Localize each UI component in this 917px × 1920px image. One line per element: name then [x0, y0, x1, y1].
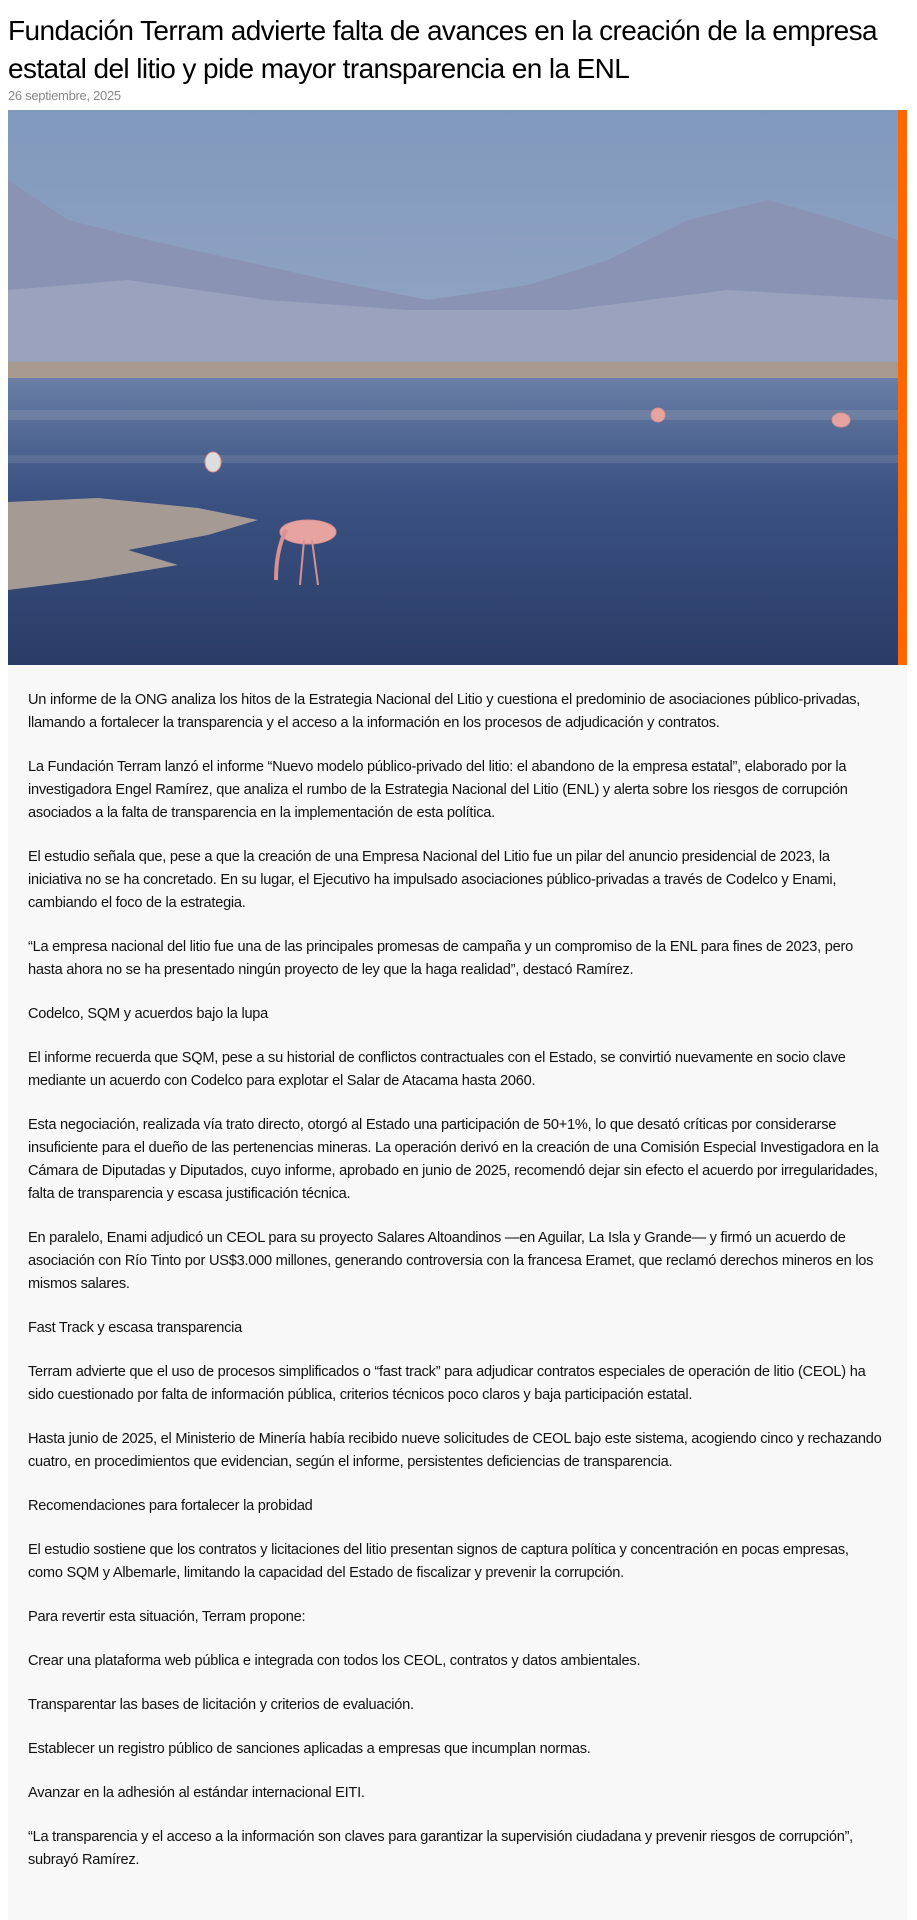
paragraph: Hasta junio de 2025, el Ministerio de Minería había recibido nueve solicitudes de CEOL bajo este sistema, acogiendo cinco y rechazando cuatro, en procedimientos que evidencian, según el informe, persistentes deficiencias de transparencia.: [28, 1431, 882, 1470]
article-title: Fundación Terram advierte falta de avances en la creación de la empresa estatal del litio y pide mayor transparencia en la ENL: [8, 15, 877, 84]
paragraph: Terram advierte que el uso de procesos simplificados o “fast track” para adjudicar contratos especiales de operación de litio (CEOL) ha sido cuestionado por falta de información pública, criterios técnicos poco claros y baja participación estatal.: [28, 1364, 866, 1403]
recommendation-item: Avanzar en la adhesión al estándar internacional EITI.: [28, 1785, 365, 1801]
recommendation-item: Transparentar las bases de licitación y criterios de evaluación.: [28, 1697, 414, 1713]
section-heading: Fast Track y escasa transparencia: [28, 1320, 242, 1336]
paragraph: El informe recuerda que SQM, pese a su historial de conflictos contractuales con el Estado, se convirtió nuevamente en socio clave mediante un acuerdo con Codelco para explotar el Salar de Atacama hasta 2060.: [28, 1050, 846, 1089]
paragraph: En paralelo, Enami adjudicó un CEOL para su proyecto Salares Altoandinos —en Aguilar, La Isla y Grande— y firmó un acuerdo de asociación con Río Tinto por US$3.000 millones, generando controversia con la francesa Eramet, que reclamó derechos mineros en los mismos salares.: [28, 1230, 874, 1292]
recommendation-item: Crear una plataforma web pública e integrada con todos los CEOL, contratos y datos ambientales.: [28, 1653, 641, 1669]
paragraph: Para revertir esta situación, Terram propone:: [28, 1609, 306, 1625]
paragraph: Un informe de la ONG analiza los hitos de la Estrategia Nacional del Litio y cuestiona el predominio de asociaciones público-privadas, llamando a fortalecer la transparencia y el acceso a la información en los procesos de adjudicación y contratos.: [28, 692, 861, 731]
paragraph: “La transparencia y el acceso a la información son claves para garantizar la supervisión ciudadana y prevenir riesgos de corrupción”, subrayó Ramírez.: [28, 1829, 853, 1868]
paragraph: El estudio señala que, pese a que la creación de una Empresa Nacional del Litio fue un pilar del anuncio presidencial de 2023, la iniciativa no se ha concretado. En su lugar, el Ejecutivo ha impulsado asociaciones público-privadas a través de Codelco y Enami, cambiando el foco de la estrategia.: [28, 849, 837, 911]
paragraph: Esta negociación, realizada vía trato directo, otorgó al Estado una participación de 50+1%, lo que desató críticas por considerarse insuficiente para el dueño de las pertenencias mineras. La operación derivó en la creación de una Comisión Especial Investigadora en la Cámara de Diputadas y Diputados, cuyo informe, aprobado en junio de 2025, recomendó dejar sin efecto el acuerdo por irregularidades, falta de transparencia y escasa justificación técnica.: [28, 1117, 879, 1202]
paragraph: El estudio sostiene que los contratos y licitaciones del litio presentan signos de captura política y concentración en pocas empresas, como SQM y Albemarle, limitando la capacidad del Estado de fiscalizar y prevenir la corrupción.: [28, 1542, 849, 1581]
hero-image-salt-flat-flamingos: [8, 110, 898, 665]
paragraph: La Fundación Terram lanzó el informe “Nuevo modelo público-privado del litio: el abandono de la empresa estatal”, elaborado por la investigadora Engel Ramírez, que analiza el rumbo de la Estrategia Nacional del Litio (ENL) y alerta sobre los riesgos de corrupción asociados a la falta de transparencia en la implementación de esta política.: [28, 759, 848, 821]
paragraph: “La empresa nacional del litio fue una de las principales promesas de campaña y un compromiso de la ENL para fines de 2023, pero hasta ahora no se ha presentado ningún proyecto de ley que la haga realidad”, destacó Ramírez.: [28, 939, 853, 978]
article-body: [28, 689, 883, 1893]
section-heading: Recomendaciones para fortalecer la probidad: [28, 1498, 313, 1514]
article-date: 26 septiembre, 2025: [8, 88, 121, 103]
recommendation-item: Establecer un registro público de sanciones aplicadas a empresas que incumplan normas.: [28, 1741, 591, 1757]
section-heading: Codelco, SQM y acuerdos bajo la lupa: [28, 1006, 269, 1022]
accent-bar: [898, 110, 907, 668]
